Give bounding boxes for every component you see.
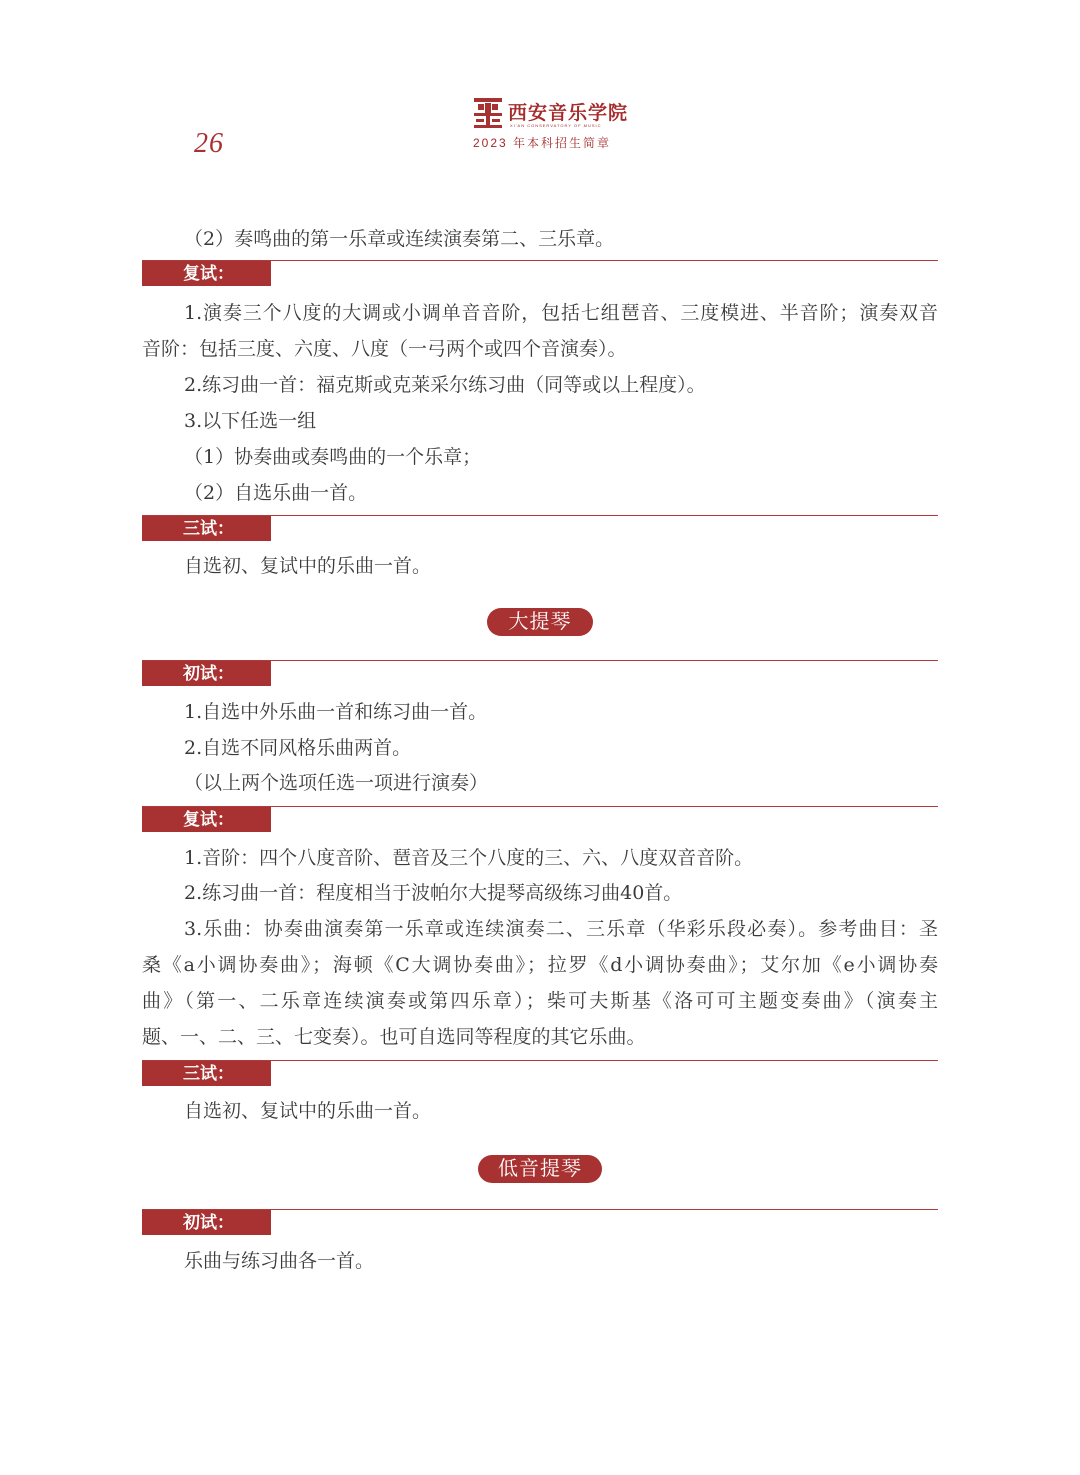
top-item: （2）奏鸣曲的第一乐章或连续演奏第二、三乐章。 — [184, 228, 615, 250]
instrument-title-double-bass: 低音提琴 — [478, 1155, 602, 1183]
cello-initial-header — [142, 660, 938, 687]
paragraph-line: 2.自选不同风格乐曲两首。 — [184, 737, 412, 759]
school-logo-block — [470, 92, 629, 156]
paragraph-line: 自选初、复试中的乐曲一首。 — [184, 1100, 432, 1122]
school-english-name: XI'AN CONSERVATORY OF MUSIC — [510, 123, 602, 128]
paragraph-line: 3.以下任选一组 — [184, 410, 317, 432]
section-label: 复试： — [142, 807, 271, 832]
paragraph-line: 3.乐曲：协奏曲演奏第一乐章或连续演奏二、三乐章（华彩乐段必奏）。参考曲目：圣 — [184, 918, 938, 940]
page-number: 26 — [194, 128, 224, 159]
brochure-title: 2023 年本科招生简章 — [473, 136, 612, 150]
bass-initial-header — [142, 1209, 938, 1236]
paragraph-line: 题、一、二、三、七变奏）。也可自选同等程度的其它乐曲。 — [142, 1026, 646, 1048]
paragraph-line: 1.演奏三个八度的大调或小调单音音阶，包括七组琶音、三度模进、半音阶；演奏双音 — [184, 302, 938, 324]
paragraph-line: 1.音阶：四个八度音阶、琶音及三个八度的三、六、八度双音音阶。 — [184, 847, 754, 869]
paragraph-line: 乐曲与练习曲各一首。 — [184, 1250, 375, 1272]
section-label: 初试： — [142, 661, 271, 686]
paragraph-line: 2.练习曲一首：程度相当于波帕尔大提琴高级练习曲40首。 — [184, 882, 683, 904]
paragraph-line: （1）协奏曲或奏鸣曲的一个乐章； — [184, 446, 482, 468]
cello-third-header — [142, 1060, 938, 1087]
section-label: 三试： — [142, 516, 271, 541]
paragraph-line: 桑《a小调协奏曲》；海顿《C大调协奏曲》；拉罗《d小调协奏曲》；艾尔加《e小调协奏 — [142, 954, 938, 976]
paragraph-line: （以上两个选项任选一项进行演奏） — [184, 772, 489, 794]
school-name: 西安音乐学院 — [508, 102, 629, 124]
school-emblem-icon — [472, 96, 504, 130]
instrument-title-cello: 大提琴 — [487, 608, 593, 636]
paragraph-line: 自选初、复试中的乐曲一首。 — [184, 555, 432, 577]
paragraph-line: （2）自选乐曲一首。 — [184, 482, 368, 504]
paragraph-line: 音阶：包括三度、六度、八度（一弓两个或四个音演奏）。 — [142, 338, 627, 360]
paragraph-line: 2.练习曲一首：福克斯或克莱采尔练习曲（同等或以上程度）。 — [184, 374, 706, 396]
section-label: 复试： — [142, 261, 271, 286]
section-label: 三试： — [142, 1061, 271, 1086]
paragraph-line: 1.自选中外乐曲一首和练习曲一首。 — [184, 701, 488, 723]
violin-third-header — [142, 515, 938, 542]
section-label: 初试： — [142, 1210, 271, 1235]
cello-retest-header — [142, 806, 938, 833]
violin-retest-header — [142, 260, 938, 287]
paragraph-line: 曲》（第一、二乐章连续演奏或第四乐章）；柴可夫斯基《洛可可主题变奏曲》（演奏主 — [142, 990, 938, 1012]
